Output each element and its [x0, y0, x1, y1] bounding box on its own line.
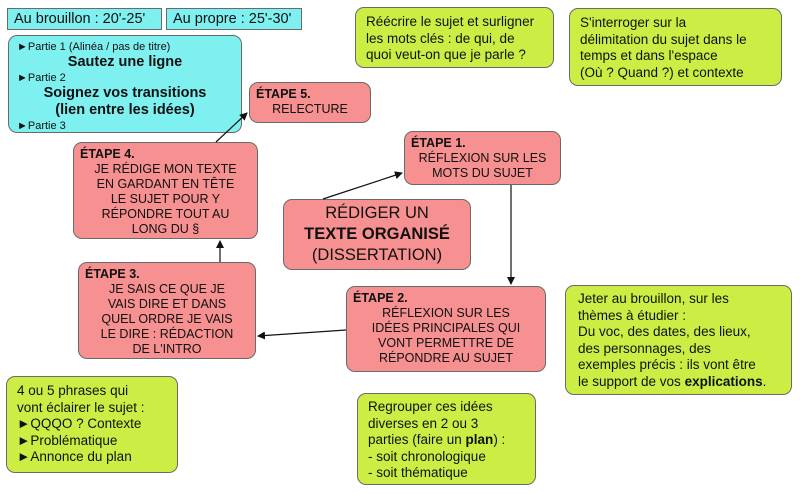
etape4-line: JE RÉDIGE MON TEXTE [94, 162, 237, 176]
note-reecrire-line: les mots clés : de qui, de [366, 30, 515, 46]
note-regrouper-text: ) : [493, 432, 506, 447]
note-phrases-line: ►Problématique [17, 432, 118, 448]
etape3-title: ÉTAPE 3. [85, 267, 140, 281]
etape1-line: MOTS DU SUJET [432, 166, 533, 180]
arrow-etape2-to-etape3 [258, 330, 346, 336]
etape3-line: JE SAIS CE QUE JE [108, 282, 225, 296]
note-sinterroger-line: temps et dans l'espace [580, 48, 718, 63]
center-line-1: RÉDIGER UN [325, 204, 429, 222]
timing-brouillon: Au brouillon : 20'-25' [7, 8, 162, 30]
note-regrouper-bold: plan [465, 432, 494, 447]
note-jeter-line: thèmes à étudier : [578, 307, 687, 323]
etape4-line: RÉPONDRE TOUT AU [101, 207, 230, 221]
note-sinterroger-line: S'interroger sur la [580, 15, 687, 30]
note-jeter-line: exemples précis : ils vont être [578, 357, 756, 372]
transitions-label-2: (lien entre les idées) [55, 102, 195, 118]
etape2-line: RÉPONDRE AU SUJET [378, 351, 514, 365]
etape4-line: LONG DU § [131, 222, 200, 236]
etape3-line: VAIS DIRE ET DANS [107, 297, 227, 311]
part3-label: ►Partie 3 [17, 120, 66, 132]
etape2-line: IDÉES PRINCIPALES QUI [371, 321, 521, 335]
etape1-line: RÉFLEXION SUR LES [418, 151, 547, 165]
transitions-label-1: Soignez vos transitions [43, 85, 207, 101]
part1-label: ►Partie 1 (Alinéa / pas de titre) [17, 41, 171, 53]
etape3-line: LE DIRE : RÉDACTION [100, 327, 234, 341]
note-regrouper-line: - soit thématique [368, 465, 468, 480]
note-phrases-line: vont éclairer le sujet : [17, 399, 145, 415]
note-jeter-text: . [762, 373, 767, 389]
note-reecrire-line: quoi veut-on que je parle ? [366, 47, 526, 62]
note-regrouper-text: parties (faire un [368, 432, 466, 447]
note-reecrire-line: Réécrire le sujet et surligner [366, 14, 535, 29]
timing-propre: Au propre : 25'-30' [166, 8, 302, 30]
note-regrouper-line: Regrouper ces idées [368, 399, 493, 414]
note-jeter-text: le support de vos [578, 373, 685, 389]
note-phrases-line: ►QQQO ? Contexte [17, 416, 142, 431]
etape3-line: DE L'INTRO [132, 342, 202, 356]
etape2-line: VONT PERMETTRE DE [378, 336, 514, 350]
note-jeter-bold: explications [684, 373, 763, 389]
center-line-3: (DISSERTATION) [311, 246, 443, 264]
part2-label: ►Partie 2 [17, 72, 66, 84]
note-phrases-line: ►Annonce du plan [17, 449, 132, 464]
etape4-line: EN GARDANT EN TÊTE [96, 177, 235, 191]
center-line-2: TEXTE ORGANISÉ [304, 225, 450, 243]
note-regrouper-line: diverses en 2 ou 3 [368, 415, 479, 431]
etape1-title: ÉTAPE 1. [411, 136, 466, 150]
note-phrases-line: 4 ou 5 phrases qui [17, 383, 129, 398]
etape3-line: QUEL ORDRE JE VAIS [101, 312, 233, 326]
note-regrouper-line: - soit chronologique [368, 448, 486, 464]
sautez-label: Sautez une ligne [67, 54, 183, 70]
note-jeter-line: Du voc, des dates, des lieux, [578, 324, 751, 339]
etape4-title: ÉTAPE 4. [80, 147, 135, 161]
note-jeter-line: Jeter au brouillon, sur les [578, 291, 729, 306]
etape4-line: LE SUJET POUR Y [110, 192, 221, 206]
note-jeter-line: des personnages, des [578, 340, 711, 356]
etape5-text: RELECTURE [272, 102, 348, 116]
arrow-center-to-etape1 [323, 173, 402, 199]
arrow-etape4-to-etape5 [216, 113, 247, 142]
note-sinterroger-line: délimitation du sujet dans le [580, 31, 747, 47]
note-sinterroger-line: (Où ? Quand ?) et contexte [580, 64, 744, 80]
etape5-title: ÉTAPE 5. [256, 87, 311, 101]
etape2-line: RÉFLEXION SUR LES [382, 306, 510, 320]
etape2-title: ÉTAPE 2. [353, 291, 408, 305]
